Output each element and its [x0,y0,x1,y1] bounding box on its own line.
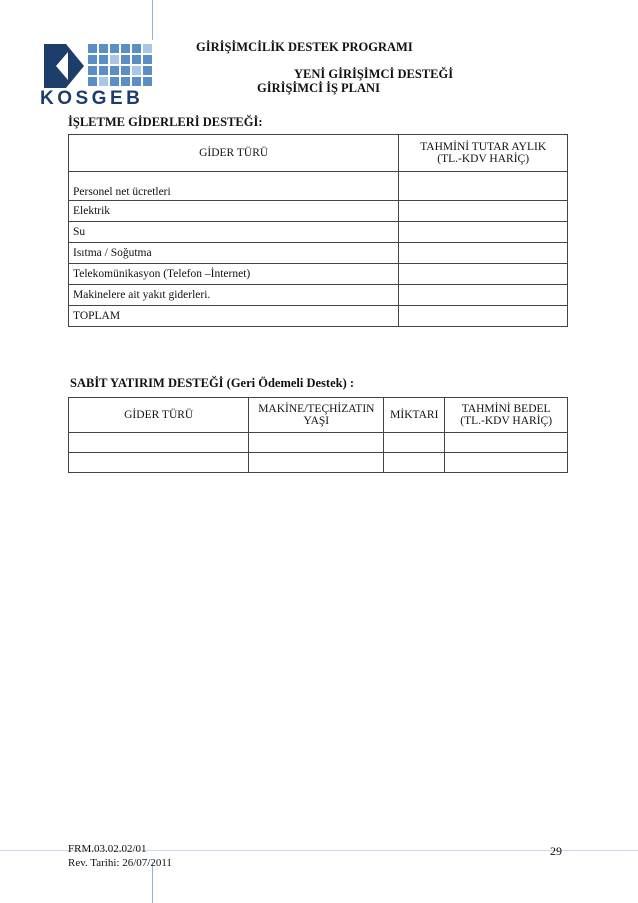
expense-value-cell[interactable] [399,264,568,285]
table-row [69,243,568,264]
fixed-investment-table [68,397,568,473]
col-age-line2: YAŞI [303,415,330,427]
expense-value-cell[interactable] [399,243,568,264]
expense-label: Personel net ücretleri [69,172,399,201]
cost-cell[interactable] [445,433,568,453]
margin-guide-top [152,0,153,40]
quantity-cell[interactable] [384,453,445,473]
expense-label: Isıtma / Soğutma [69,243,399,264]
revision-date: Rev. Tarihi: 26/07/2011 [68,857,172,869]
col-amount-line1: TAHMİNİ TUTAR AYLIK [420,141,547,153]
expense-value-cell[interactable] [399,172,568,201]
machine-age-cell[interactable] [249,433,384,453]
program-title: GİRİŞİMCİLİK DESTEK PROGRAMI [196,40,413,54]
machine-age-cell[interactable] [249,453,384,473]
expense-label: Su [69,222,399,243]
expense-label: Elektrik [69,201,399,222]
form-code: FRM.03.02.02/01 [68,843,147,855]
expense-value-cell[interactable] [399,201,568,222]
col-expense-type: GİDER TÜRÜ [69,398,249,433]
quantity-cell[interactable] [384,433,445,453]
col-quantity: MİKTARI [384,398,445,433]
table-row [69,222,568,243]
table-row [69,264,568,285]
col-estimated-amount [399,135,568,172]
logo-wordmark: KOSGEB [40,88,144,109]
table-header-row [69,398,568,433]
col-age-line1: MAKİNE/TEÇHİZATIN [258,403,375,415]
cost-cell[interactable] [445,453,568,473]
table-header-row [69,135,568,172]
table-row [69,433,568,453]
support-title: YENİ GİRİŞİMCİ DESTEĞİ [294,67,454,81]
table-row-total [69,306,568,327]
expense-type-cell[interactable] [69,433,249,453]
page-number: 29 [550,844,562,858]
expense-label: Telekomünikasyon (Telefon –İnternet) [69,264,399,285]
col-estimated-cost [445,398,568,433]
expense-label: Makinelere ait yakıt giderleri. [69,285,399,306]
col-amount-line2: (TL.-KDV HARİÇ) [437,153,530,165]
operating-expenses-title: İŞLETME GİDERLERİ DESTEĞİ: [68,115,263,129]
table-row [69,201,568,222]
expense-label-total: TOPLAM [69,306,399,327]
expense-value-cell[interactable] [399,285,568,306]
fixed-investment-title: SABİT YATIRIM DESTEĞİ (Geri Ödemeli Destek) : [70,376,355,390]
col-cost-line1: TAHMİNİ BEDEL [461,403,551,415]
table-row [69,285,568,306]
plan-title: GİRİŞİMCİ İŞ PLANI [257,81,380,95]
expense-total-cell[interactable] [399,306,568,327]
table-row [69,172,568,201]
col-expense-type: GİDER TÜRÜ [69,135,399,172]
operating-expenses-table [68,134,568,327]
expense-type-cell[interactable] [69,453,249,473]
table-row [69,453,568,473]
col-machine-age [249,398,384,433]
col-cost-line2: (TL.-KDV HARİÇ) [460,415,553,427]
expense-value-cell[interactable] [399,222,568,243]
